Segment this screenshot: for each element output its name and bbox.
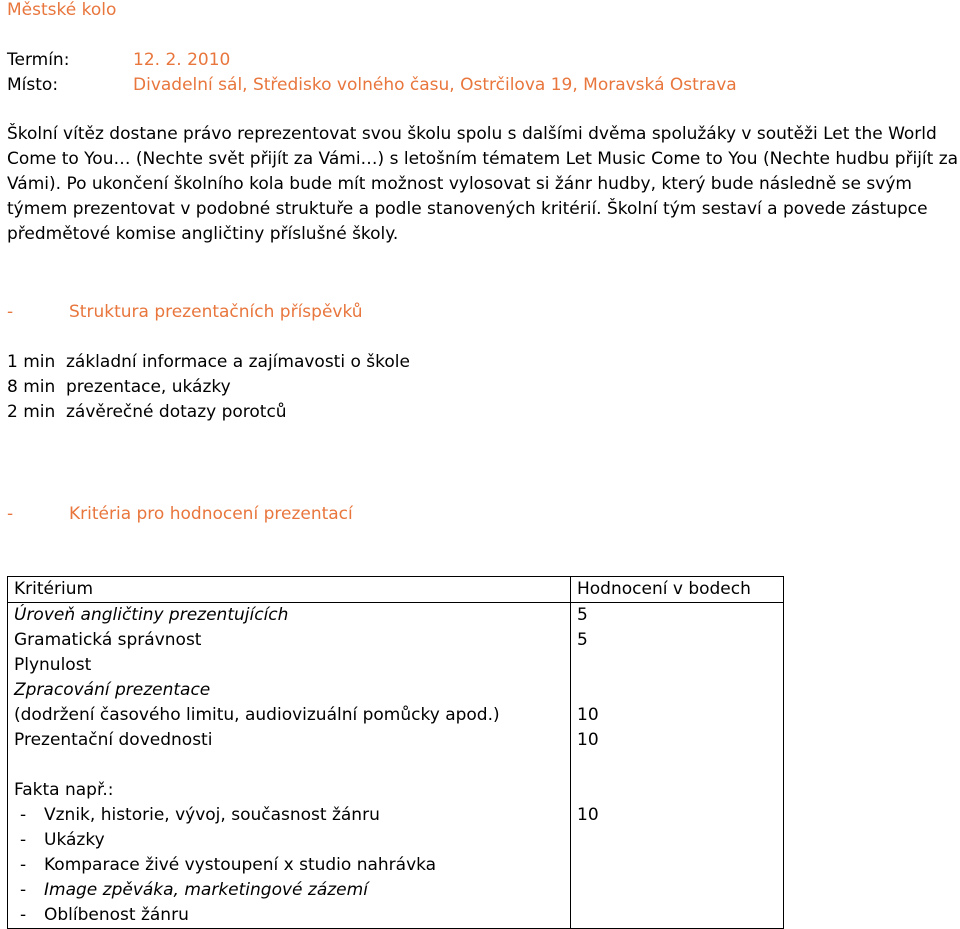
- table-row: [8, 603, 784, 929]
- section-structure-title: Struktura prezentačních příspěvků: [69, 302, 363, 322]
- section-structure-heading: [7, 300, 363, 325]
- schedule-time: 1 min: [7, 352, 56, 372]
- spacer: [14, 753, 570, 778]
- criterion-cell: [8, 603, 571, 929]
- points-value: [577, 653, 783, 678]
- fact-text: Image zpěváka, marketingové zázemí: [44, 880, 368, 900]
- points-cell: [571, 603, 784, 929]
- points-value: 10: [577, 730, 599, 750]
- list-item: [14, 853, 570, 878]
- fact-text: Oblíbenost žánru: [44, 905, 189, 925]
- criterion-text: Prezentační dovednosti: [14, 730, 213, 750]
- criteria-table: [7, 576, 784, 929]
- bullet: -: [20, 880, 27, 900]
- table-header-row: [8, 577, 784, 603]
- schedule-text: závěrečné dotazy porotců: [66, 402, 287, 422]
- schedule-text: základní informace a zajímavosti o škole: [66, 352, 410, 372]
- points-value: 5: [577, 630, 588, 650]
- section-criteria-title: Kritéria pro hodnocení prezentací: [69, 504, 353, 524]
- points-value: [577, 678, 783, 703]
- section-criteria-heading: [7, 502, 353, 527]
- criterion-text: Zpracování prezentace: [14, 680, 211, 700]
- bullet: -: [20, 805, 27, 825]
- intro-paragraph: Školní vítěz dostane právo reprezentovat svou školu spolu s dalšími dvěma spolužáky v soutěži Let the World Come to You… (Nechte svět přijít za Vámi…) s letošním tématem Let Music Come to You (Nechte hudbu přijít za Vámi). Po ukončení školního kola bude mít možnost vylosovat si žánr hudby, který bude následně se svým týmem prezentovat v podobné struktuře a podle stanovených kritérií. Školní tým sestaví a povede zástupce předmětové komise angličtiny příslušné školy.: [7, 124, 959, 244]
- list-item: [14, 903, 570, 928]
- fact-text: Ukázky: [44, 830, 105, 850]
- bullet: -: [20, 905, 27, 925]
- bullet: -: [20, 830, 27, 850]
- place-label: Místo:: [7, 75, 59, 95]
- header-criterion: Kritérium: [8, 577, 571, 603]
- list-item: [14, 803, 570, 828]
- list-item: [14, 878, 570, 903]
- section-dash: -: [7, 302, 14, 322]
- header-points: Hodnocení v bodech: [571, 577, 784, 603]
- facts-label: Fakta např.:: [14, 780, 114, 800]
- points-value: 5: [577, 605, 588, 625]
- date-value: 12. 2. 2010: [133, 50, 231, 70]
- schedule-text: prezentace, ukázky: [66, 377, 231, 397]
- schedule-time: 2 min: [7, 402, 56, 422]
- place-value: Divadelní sál, Středisko volného času, Ostrčilova 19, Moravská Ostrava: [133, 75, 737, 95]
- points-value: 10: [577, 705, 599, 725]
- schedule-time: 8 min: [7, 377, 56, 397]
- fact-text: Vznik, historie, vývoj, současnost žánru: [44, 805, 380, 825]
- section-dash: -: [7, 504, 14, 524]
- list-item: [14, 828, 570, 853]
- facts-points: 10: [577, 805, 599, 825]
- criterion-text: Úroveň angličtiny prezentujících: [14, 605, 289, 625]
- criterion-text: (dodržení časového limitu, audiovizuální pomůcky apod.): [14, 705, 500, 725]
- date-label: Termín:: [7, 50, 70, 70]
- spacer: [577, 753, 783, 803]
- bullet: -: [20, 855, 27, 875]
- criterion-text: Gramatická správnost: [14, 630, 202, 650]
- fact-text: Komparace živé vystoupení x studio nahrávka: [44, 855, 437, 875]
- page-title: Městské kolo: [7, 0, 117, 20]
- criterion-text: Plynulost: [14, 655, 92, 675]
